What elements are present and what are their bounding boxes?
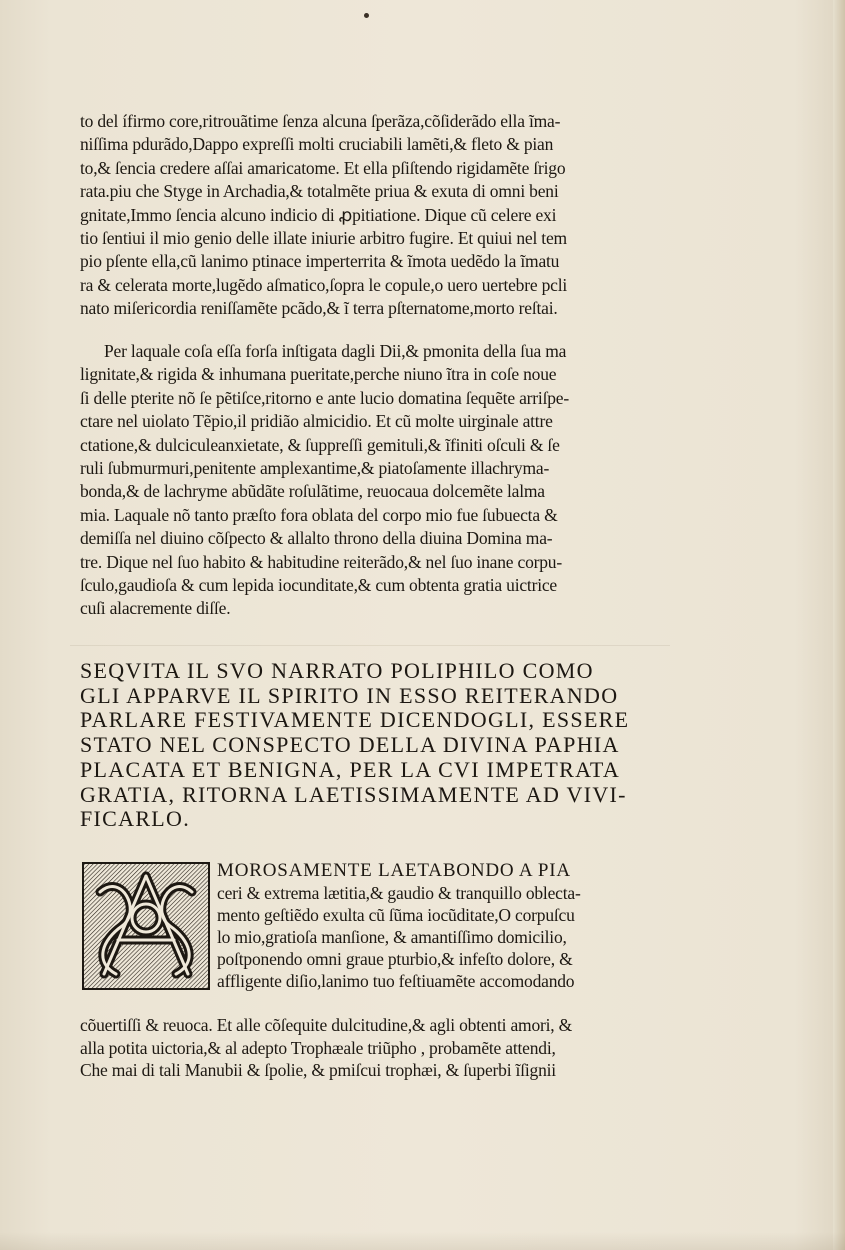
heading-line: PARLARE FESTIVAMENTE DICENDOGLI, ESSERE: [80, 708, 630, 733]
text-line: ctatione,& dulciculeanxietate, & ſuppreſſi gemituli,& ĩfiniti oſculi & ſe: [80, 434, 560, 455]
text-line: pio pſente ella,cũ lanimo ptinace imperterrita & ĩmota uedẽdo la ĩmatu: [80, 251, 560, 272]
text-line: gnitate,Immo ſencia alcuno indicio di ꝓpitiatione. Dique cũ celere exi: [80, 204, 557, 225]
paragraph-3-inset: [217, 860, 667, 992]
text-line: affligente diſio,lanimo tuo feſtiuamẽte accomodando: [217, 971, 575, 991]
text-line: cõuertiſſi & reuoca. Et alle cõſequite dulcitudine,& agli obtenti amori, &: [80, 1015, 573, 1035]
text-line: bonda,& de lachryme abũdãte roſulãtime, reuocaua dolcemẽte lalma: [80, 481, 545, 502]
heading-line: FICARLO.: [80, 807, 191, 832]
text-line: ruli ſubmurmuri,penitente amplexantime,& piatoſamente illachryma-: [80, 458, 550, 479]
text-line: tio ſentiui il mio genio delle illate iniurie arbitro fugire. Et quiui nel tem: [80, 228, 567, 249]
text-line: lo mio,gratioſa manſione, & amantiſſimo domicilio,: [217, 927, 567, 947]
heading-line: STATO NEL CONSPECTO DELLA DIVINA PAPHIA: [80, 733, 620, 758]
text-line: mia. Laquale nõ tanto præſto fora oblata del corpo mio fue ſubuecta &: [80, 504, 558, 525]
paragraph-2: [80, 340, 670, 621]
text-line: niſſima pdurãdo,Dappo expreſſi molti cruciabili lamẽti,& fleto & pian: [80, 134, 554, 155]
heading-line: GRATIA, RITORNA LAETISSIMAMENTE AD VIVI-: [80, 782, 627, 807]
page-shadow: [0, 1232, 845, 1250]
text-line: ſi delle pterite nõ ſe pẽtiſce,ritorno e ante lucio domatina ſequẽte arriſpe-: [80, 387, 569, 408]
text-line: alla potita uictoria,& al adepto Trophæale triũpho , probamẽte attendi,: [80, 1037, 556, 1058]
heading-line: PLACATA ET BENIGNA, PER LA CVI IMPETRATA: [80, 757, 621, 782]
text-line: Che mai di tali Manubii & ſpolie, & pmiſcui trophæi, & ſuperbi ĩſignii: [80, 1060, 556, 1080]
text-line: demiſſa nel diuino cõſpecto & allalto throno della diuina Domina ma-: [80, 528, 553, 549]
text-line: MOROSAMENTE LAETABONDO A PIA: [217, 860, 571, 881]
text-line: mento geſtiẽdo exulta cũ ſũma iocũditate,O corpuſcu: [217, 905, 575, 925]
faint-frame: [70, 645, 670, 656]
knotwork-initial-icon: [82, 862, 210, 990]
paragraph-3-continued: [80, 1014, 670, 1082]
text-line: to del ífirmo core,ritrouãtime ſenza alcuna ſperãza,cõſiderãdo ella ĩma-: [80, 111, 561, 131]
text-line: ra & celerata morte,lugẽdo aſmatico,ſopra le copule,o uero uertebre pcli: [80, 274, 568, 295]
text-line: to,& ſencia credere aſſai amaricatome. Et ella pſiſtendo rigidamẽte ſrigo: [80, 157, 566, 178]
text-line: ſculo,gaudioſa & cum lepida iocunditate,& cum obtenta gratia uictrice: [80, 575, 558, 596]
text-line: rata.piu che Styge in Archadia,& totalmẽte priua & exuta di omni beni: [80, 181, 559, 202]
text-line: nato miſericordia reniſſamẽte pcãdo,& ĩ terra pſternatome,morto reſtai.: [80, 298, 558, 319]
text-line: cuſi alacremente diſſe.: [80, 598, 231, 619]
page-edge: [833, 0, 845, 1250]
page-mark: [364, 13, 369, 18]
text-line: ctare nel uiolato Tẽpio,il pridião almicidio. Et cũ molte uirginale attre: [80, 411, 553, 432]
heading-line: SEQVITA IL SVO NARRATO POLIPHILO COMO: [80, 659, 594, 683]
text-line: tre. Dique nel ſuo habito & habitudine reiterãdo,& nel ſuo inane corpu-: [80, 551, 562, 572]
chapter-heading: [80, 659, 680, 832]
paragraph-1: [80, 110, 670, 321]
text-line: ceri & extrema lætitia,& gaudio & tranquillo oblecta-: [217, 883, 581, 903]
decorated-initial-a: [82, 862, 210, 990]
heading-line: GLI APPARVE IL SPIRITO IN ESSO REITERANDO: [80, 683, 619, 708]
text-line: Per laquale coſa eſſa forſa inſtigata dagli Dii,& pmonita della ſua ma: [104, 341, 567, 361]
text-line: poſtponendo omni graue pturbio,& infeſto dolore, &: [217, 949, 573, 969]
text-line: lignitate,& rigida & inhumana pueritate,perche niuno ĩtra in coſe noue: [80, 364, 557, 385]
